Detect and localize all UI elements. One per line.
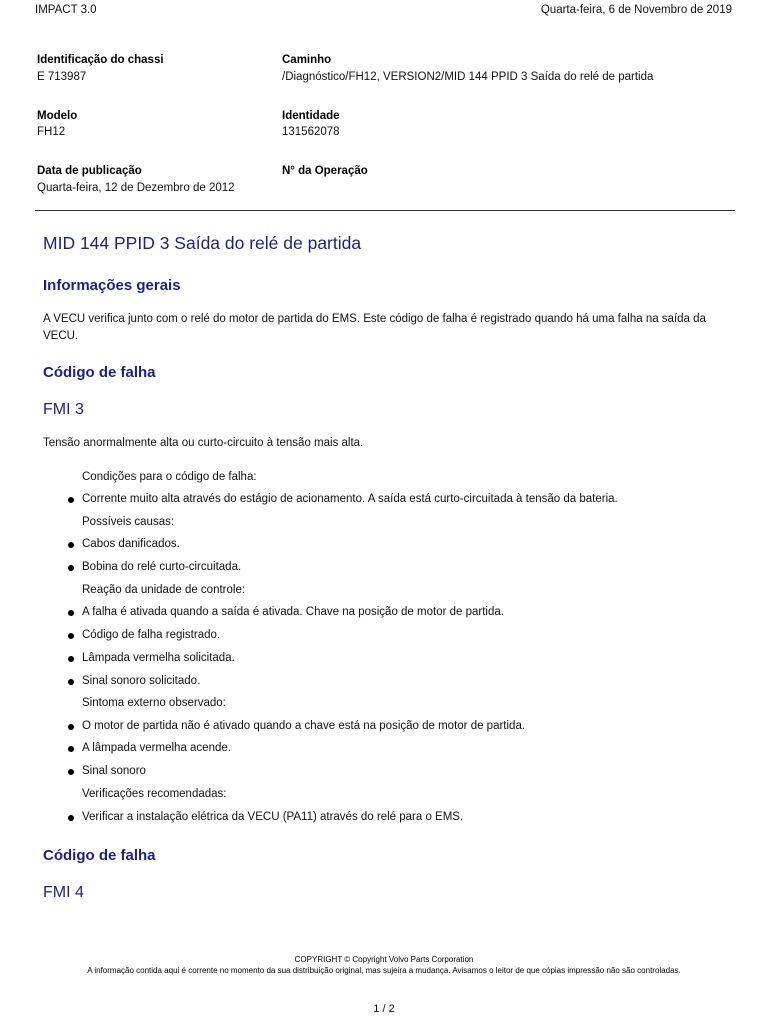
doc-title: MID 144 PPID 3 Saída do relé de partida	[43, 233, 362, 253]
bullet-icon	[68, 746, 74, 752]
reaction-label: Reação da unidade de controle:	[82, 584, 246, 596]
header-date: Quarta-feira, 6 de Novembro de 2019	[540, 4, 732, 16]
fault-heading-2: Código de falha	[43, 847, 156, 864]
list-item-text: O motor de partida não é ativado quando a chave está na posição de motor de partida.	[82, 720, 526, 732]
bullet-icon	[68, 769, 74, 775]
list-item-text: A falha é ativada quando a saída é ativada. Chave na posição de motor de partida.	[82, 606, 504, 618]
list-item-text: Corrente muito alta através do estágio de acionamento. A saída está curto-circuitada à tensão da bateria.	[82, 493, 618, 505]
bullet-icon	[68, 656, 74, 662]
general-text: A VECU verifica junto com o relé do motor de partida do EMS. Este código de falha é registrado quando há uma falha na saída da VECU.	[43, 313, 706, 342]
path-label: Caminho	[282, 54, 332, 66]
disclaimer: A informação contida aqui é corrente no momento da sua distribuição original, mas sujeira a mudança. Avisamos o leitor de que cópias impressão não são controladas.	[87, 966, 681, 975]
bullet-icon	[68, 610, 74, 616]
path-value: /Diagnóstico/FH12, VERSION2/MID 144 PPID 3 Saída do relé de partida	[282, 71, 654, 83]
causes-label: Possíveis causas:	[82, 516, 175, 528]
identity-value: 131562078	[282, 126, 340, 138]
list-item-text: Verificar a instalação elétrica da VECU (PA11) através do relé para o EMS.	[82, 811, 464, 823]
list-item-text: Código de falha registrado.	[82, 629, 221, 641]
list-item-text: Cabos danificados.	[82, 538, 180, 550]
general-heading: Informações gerais	[43, 277, 181, 294]
identity-label: Identidade	[282, 110, 340, 122]
bullet-icon	[68, 679, 74, 685]
conditions-label: Condições para o código de falha:	[82, 471, 257, 483]
opnum-label: N° da Operação	[282, 165, 368, 177]
header-divider	[35, 210, 735, 211]
list-item-text: Sinal sonoro	[82, 765, 146, 777]
list-item-text: Lâmpada vermelha solicitada.	[82, 652, 235, 664]
model-label: Modelo	[37, 110, 78, 122]
fault-heading-1: Código de falha	[43, 364, 156, 381]
app-name: IMPACT 3.0	[35, 4, 97, 16]
bullet-icon	[68, 724, 74, 730]
bullet-icon	[68, 497, 74, 503]
fmi3-description: Tensão anormalmente alta ou curto-circuito à tensão mais alta.	[43, 437, 364, 449]
model-value: FH12	[37, 126, 66, 138]
bullet-icon	[68, 565, 74, 571]
fmi4-heading: FMI 4	[43, 884, 84, 901]
checks-label: Verificações recomendadas:	[82, 788, 227, 800]
fmi3-heading: FMI 3	[43, 401, 84, 418]
bullet-icon	[68, 815, 74, 821]
symptom-label: Sintoma externo observado:	[82, 697, 226, 709]
page-number: 1 / 2	[373, 1003, 395, 1015]
pubdate-label: Data de publicação	[37, 165, 142, 177]
pubdate-value: Quarta-feira, 12 de Dezembro de 2012	[37, 182, 235, 194]
list-item-text: A lâmpada vermelha acende.	[82, 742, 231, 754]
list-item-text: Bobina do relé curto-circuitada.	[82, 561, 242, 573]
chassis-label: Identificação do chassi	[37, 54, 164, 66]
chassis-value: E 713987	[37, 71, 87, 83]
copyright: COPYRIGHT © Copyright Volvo Parts Corporation	[294, 955, 474, 964]
bullet-icon	[68, 542, 74, 548]
bullet-icon	[68, 633, 74, 639]
list-item-text: Sinal sonoro solicitado.	[82, 675, 201, 687]
